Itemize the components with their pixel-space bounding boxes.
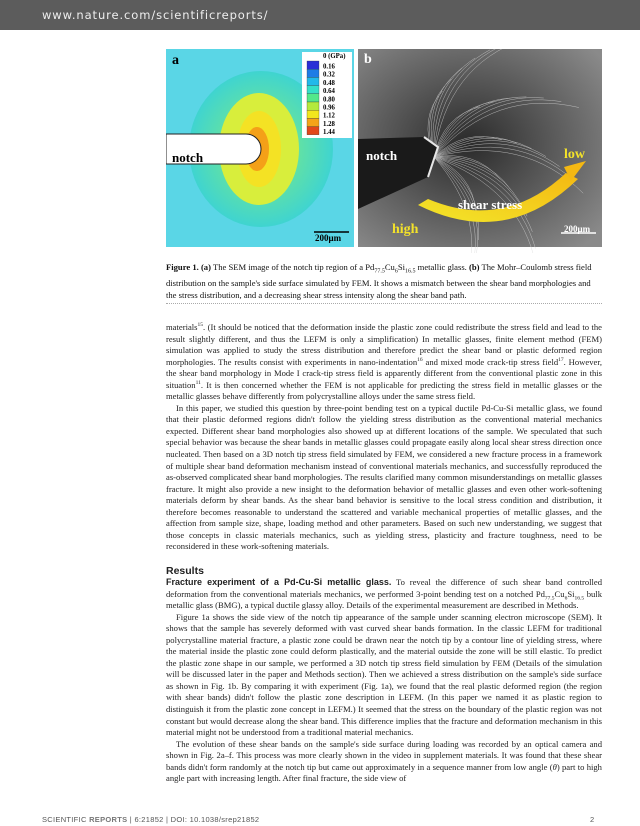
body-paragraph-4: Figure 1a shows the side view of the notch tip appearance of the sample under scanning electron microscope (SEM). It shows that the sample has severely deformed with vast curved shear bands formation. In the classic LEFM for traditional polycrystalline material fracture, a plastic zone could be drawn near the notch tip by a contour line of yielding stress, where the material inside the plastic zone could deform plastically, and the material outside the zone will be still elastic. To predict the plastic zone shape in our sample, we performed a 3D notch tip stress field simulation by FEM (Details of the simulation will be discussed later in the paper and Methods section). Then we achieved a stress distribution on the sample's side surface as shown in Fig. 1b. By comparing it with experiment (Fig. 1a), we found that the real plastic deformed region (the region with shear bands) didn't follow the plastic zone description in LEFM. (In this paper we named it as plastic region to distinguish it from the plastic zone concept in LEFM.) It seemed that the stress on the boundary of the plastic region was not constant but would decrease along the shear band. This difference implies that the fracture and deformation mechanism in this material might not be understood from a traditional material mechanics. (166, 611, 602, 738)
theta-symbol: θ (552, 761, 557, 772)
high-label: high (392, 222, 419, 237)
ref-17[interactable]: 17 (558, 356, 564, 363)
header-bar (0, 0, 640, 30)
p3-text-1: To reveal the difference of such shear band controlled deformation from the conventional materials mechanics, we performed 3-point bending test on a notched Pd (166, 577, 602, 599)
panel-b-notch-label: notch (366, 148, 398, 163)
header-url[interactable]: www.nature.com/scientificreports/ (42, 8, 269, 22)
ref-16[interactable]: 16 (417, 356, 423, 363)
legend-swatch (307, 69, 319, 77)
low-label: low (564, 147, 585, 162)
panel-b-scale-label: 200μm (564, 224, 591, 234)
panel-b-letter: b (364, 52, 372, 67)
caption-text-a2: metallic glass. (417, 262, 467, 272)
caption-sub-cu: 6 (394, 268, 398, 275)
legend-value: 0.96 (323, 104, 335, 112)
p3-text-si: Si (567, 588, 575, 599)
caption-b-mark: (b) (469, 262, 480, 272)
footer-journal-b: REPORTS (89, 815, 128, 824)
p3-sub-si: 16.5 (574, 595, 585, 602)
figure-caption (166, 262, 602, 302)
shear-stress-label: shear stress (458, 197, 523, 212)
p5-text-2: ) part to high angle part with increasing length. After final fracture, the side view of (166, 761, 602, 784)
results-heading: Results (166, 565, 204, 577)
caption-text-si: Si (397, 262, 406, 272)
ref-11[interactable]: 11 (195, 379, 201, 386)
legend-value: 0.48 (323, 79, 335, 87)
p5-text-1: The evolution of these shear bands on the sample's side surface during loading was recorded by an optical camera and shown in Fig. 2a–f. This process was more clearly shown in the video in supplement materials. It was found that these shear bands didn't form randomly at the notch tip but came out approximately in a sequence manner from low angle ( (166, 738, 602, 772)
subsection-heading: Fracture experiment of a Pd-Cu-Si metallic glass. (166, 577, 392, 587)
caption-sub-pd: 77.5 (374, 268, 385, 275)
p1-text-2: . (It should be noticed that the deformation inside the plastic zone could redistribute the stress field and lead to the result slightly different, and thus the LEFM is only a simplification) In metallic glasses, finite element method (FEM) simulation was applied to study the stress distribution and therefore predict the shear band or plastic deformed region morphologies. The results consist with experiments in nano-indentation (166, 322, 602, 367)
legend-swatch (307, 61, 319, 69)
p1-text-4: . However, the shear band morphology in Mode I crack-tip stress field is apparently different from the conventional plastic zone in this situation (166, 356, 602, 390)
legend-swatch (307, 102, 319, 110)
p3-text-cu: Cu (554, 588, 565, 599)
p1-text-1: materials (166, 322, 198, 332)
legend-swatch (307, 118, 319, 126)
footer-citation (42, 815, 259, 824)
p1-text-5: . It is then concerned whether the FEM is not applicable for predicting the stress field in metallic glasses or the metallic glasses behave differently from polycrystalline alloys under the same stress field. (166, 379, 602, 402)
caption-sub-si: 16.5 (405, 268, 416, 275)
legend-swatch (307, 127, 319, 135)
page-number: 2 (590, 815, 595, 824)
legend-swatch (307, 77, 319, 85)
p3-text-2: bulk metallic glass (BMG), a typical ductile glassy alloy. Details of the experimental measurement are described in Methods. (166, 588, 602, 611)
legend-value: 1.44 (323, 129, 335, 137)
legend-swatch (307, 110, 319, 118)
p3-sub-pd: 77.5 (544, 595, 555, 602)
legend-value: 0.80 (323, 96, 335, 104)
legend-value: 1.12 (323, 112, 335, 120)
legend-value: 1.28 (323, 120, 335, 128)
panel-a-notch-label: notch (172, 150, 204, 165)
body-results (166, 577, 602, 785)
p3-sub-cu: 6 (564, 595, 568, 602)
body-paragraph-2: In this paper, we studied this question by three-point bending test on a typical ductile Pd-Cu-Si metallic glass, we found that their plastic deformed regions didn't follow the yielding stress distribution as the conventional material mechanics expected. Different shear band morphologies also showed up at different locations of the sample. We speculated that such special behavior was because the shear bands in metallic glasses could propagate easily along local shear stress direction once nucleated. Then based on a 3D notch tip stress field simulated by FEM, we considered a new fracture process in a framework of multiple shear band deformation mechanism instead of conventional materials mechanics, and successfully reproduced the as-observed complicated shear band morphologies. The results clarified many common misunderstandings on metallic glasses fracture. It might also provide a new insight to the deformation behavior of metallic glasses and even other work-softening materials deform by shear bands. As the shear band behavior is sensitive to the local stress condition and distribution, it therefore becomes reasonable to understand the scattered and variable mechanical properties of metallic glasses, and the affection from sample size, shape, loading method and other parameters. Based on such new understanding, we suggest that those concepts in classic materials mechanics, such as yielding stress, plasticity and fracture toughness, need to be reconsidered in these work-softening materials. (166, 402, 602, 552)
legend-value: 0.64 (323, 88, 335, 96)
caption-divider (166, 303, 602, 304)
color-legend (302, 52, 352, 138)
ref-15[interactable]: 15 (197, 322, 203, 329)
panel-a-scale-label: 200μm (315, 233, 342, 243)
caption-text-cu: Cu (384, 262, 395, 272)
caption-a-mark: (a) (200, 262, 211, 272)
legend-title: 0 (GPa) (323, 53, 346, 60)
figure-1 (166, 49, 602, 253)
body-paragraph-1 (166, 322, 602, 553)
p1-text-3: and mixed mode crack-tip stress field (422, 356, 559, 367)
footer-journal-a: SCIENTIFIC (42, 815, 87, 824)
panel-a-letter: a (172, 53, 179, 68)
panel-b (358, 49, 602, 253)
legend-swatch (307, 94, 319, 102)
legend-swatch (307, 86, 319, 94)
caption-label: Figure 1. (166, 262, 199, 272)
legend-value: 0.32 (323, 71, 335, 79)
caption-text-b: The Mohr–Coulomb stress field distribution on the sample's side surface simulated by FEM. It shows a mismatch between the shear band morphologies and the stress distribution, and a decreasing shear stress intensity along the shear band path. (166, 262, 592, 300)
caption-text-a1: The SEM image of the notch tip region of a Pd (212, 262, 375, 272)
legend-value: 0.16 (323, 63, 335, 71)
footer-doi[interactable]: | 6:21852 | DOI: 10.1038/srep21852 (127, 815, 260, 824)
